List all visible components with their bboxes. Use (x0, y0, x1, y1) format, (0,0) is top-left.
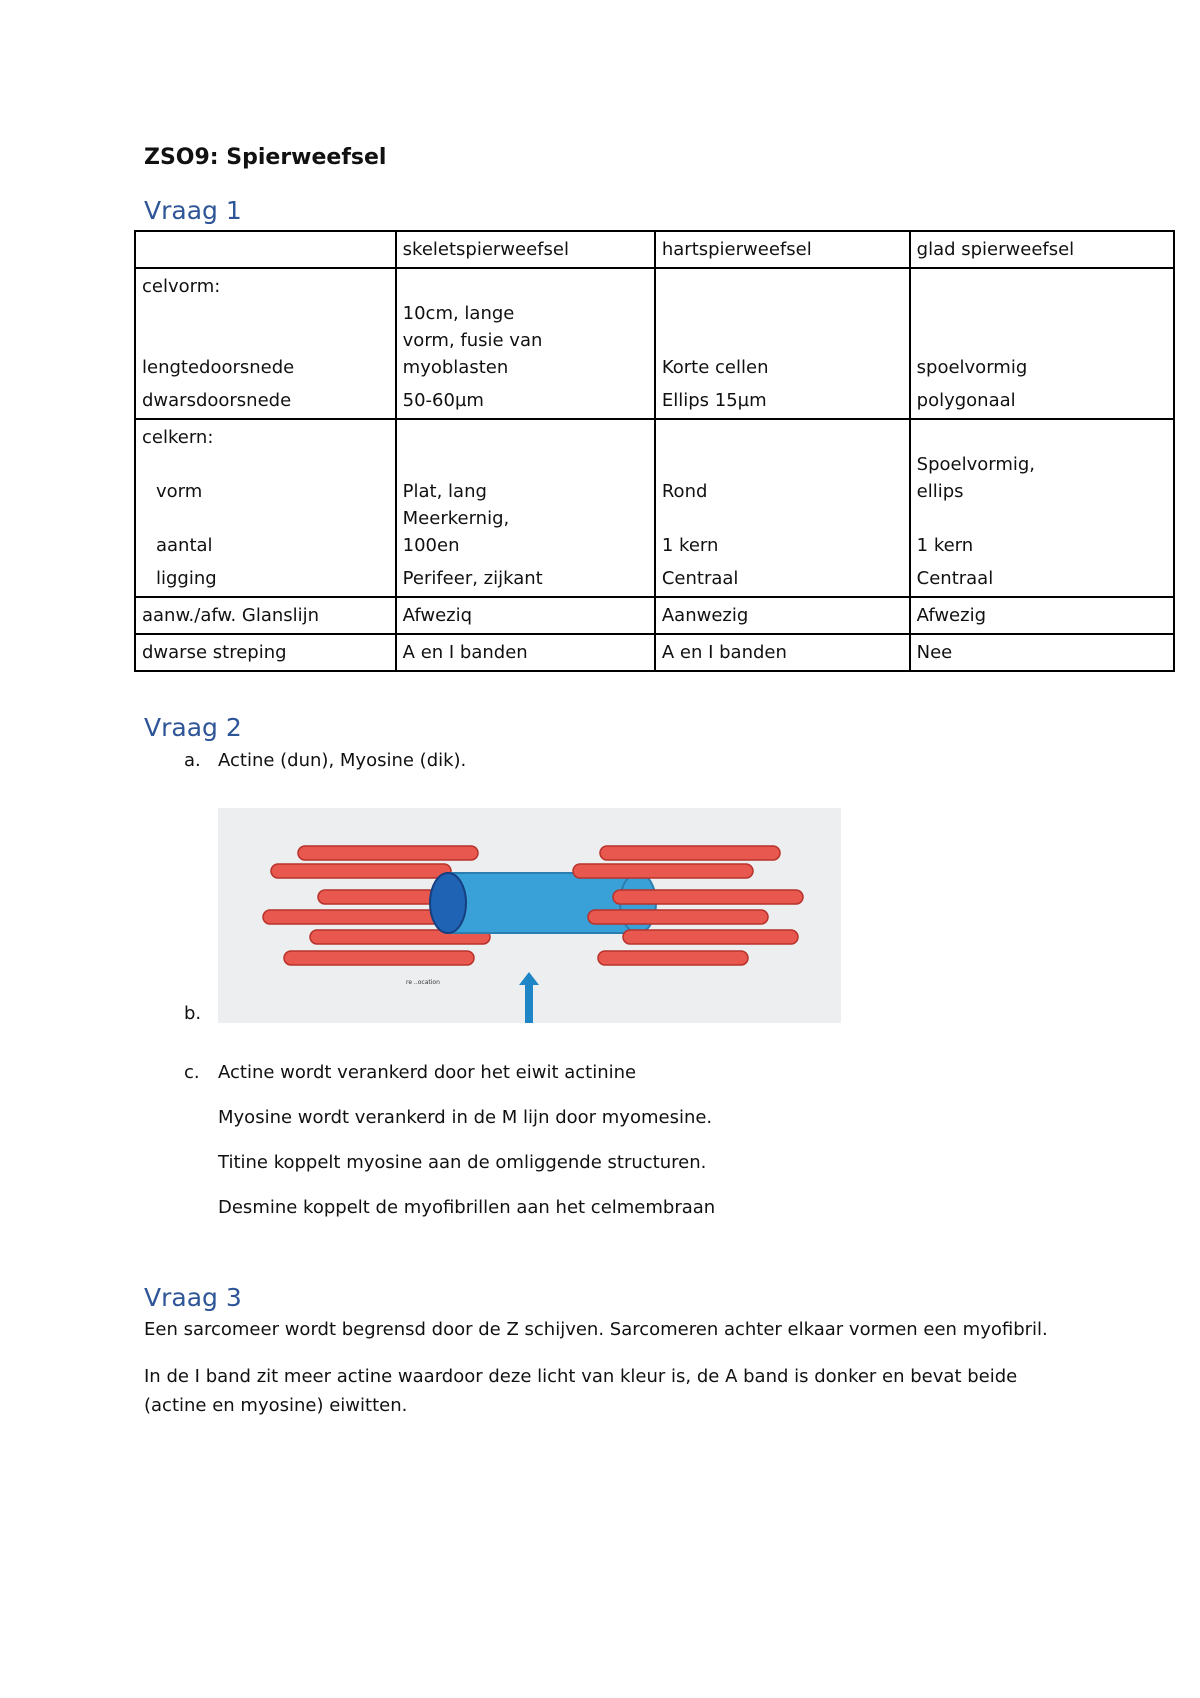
list-marker-c: c. (184, 1062, 200, 1083)
heading-vraag-1: Vraag 1 (144, 196, 242, 225)
cell-text: Meerkernig, (402, 508, 510, 529)
vraag-3-paragraph-2-line-2: (actine en myosine) eiwitten. (144, 1395, 408, 1416)
table-row-celkern (135, 419, 1174, 597)
list-marker-b: b. (184, 1003, 202, 1024)
aantal-label: aantal (156, 535, 213, 556)
cell-text: Perifeer, zijkant (402, 568, 543, 589)
cell-hart-glanslijn: Aanwezig (655, 597, 910, 634)
cell-text: 50-60µm (402, 390, 484, 411)
actin-filament (573, 864, 753, 878)
cell-text: Plat, lang (402, 481, 487, 502)
cell-skelet-glanslijn: Afweziq (396, 597, 655, 634)
cell-text: 10cm, lange (402, 303, 515, 324)
vraag-3-paragraph-1: Een sarcomeer wordt begrensd door de Z schijven. Sarcomeren achter elkaar vormen een myofibril. (144, 1319, 1048, 1340)
cell-text: vorm, fusie van (402, 330, 543, 351)
answer-c-line-2: Myosine wordt verankerd in de M lijn door myomesine. (218, 1107, 713, 1128)
actin-filament (271, 864, 451, 878)
dwarsdoorsnede-label: dwarsdoorsnede (142, 390, 292, 411)
cell-text: Korte cellen (661, 357, 769, 378)
table-row-glanslijn (135, 597, 1174, 634)
cell-skelet-celvorm (396, 268, 655, 419)
answer-c-line-3: Titine koppelt myosine aan de omliggende structuren. (218, 1152, 707, 1173)
sarcomere-diagram (218, 808, 841, 1023)
actin-filament (600, 846, 780, 860)
table-header-row (135, 231, 1174, 268)
cell-text: 100en (402, 535, 460, 556)
header-skeletspierweefsel: skeletspierweefsel (396, 231, 655, 268)
answer-a-text: Actine (dun), Myosine (dik). (218, 750, 467, 771)
celvorm-label: celvorm: (142, 276, 221, 297)
row-label-glanslijn: aanw./afw. Glanslijn (135, 597, 396, 634)
cell-text: 1 kern (661, 535, 719, 556)
list-marker-a: a. (184, 750, 201, 771)
cell-glad-streping: Nee (910, 634, 1174, 671)
cell-text: ellips (916, 481, 964, 502)
cell-text: Spoelvormig, (916, 454, 1036, 475)
answer-c-line-4: Desmine koppelt de myofibrillen aan het celmembraan (218, 1197, 716, 1218)
cell-text: Ellips 15µm (661, 390, 767, 411)
ligging-label: ligging (156, 568, 217, 589)
heading-vraag-2: Vraag 2 (144, 713, 242, 742)
row-label-celvorm (135, 268, 396, 419)
cell-glad-celkern (910, 419, 1174, 597)
comparison-table (134, 230, 1175, 672)
heading-vraag-3: Vraag 3 (144, 1283, 242, 1312)
header-glad-spierweefsel: glad spierweefsel (910, 231, 1174, 268)
cell-glad-glanslijn: Afwezig (910, 597, 1174, 634)
cell-text: 1 kern (916, 535, 974, 556)
cell-hart-celvorm (655, 268, 910, 419)
cell-text: Rond (661, 481, 708, 502)
answer-c-line-1: Actine wordt verankerd door het eiwit actinine (218, 1062, 637, 1083)
actin-filament (623, 930, 798, 944)
cell-text: myoblasten (402, 357, 509, 378)
cell-hart-celkern (655, 419, 910, 597)
cell-text: polygonaal (916, 390, 1016, 411)
cell-hart-streping: A en I banden (655, 634, 910, 671)
row-label-streping: dwarse streping (135, 634, 396, 671)
table-row-streping (135, 634, 1174, 671)
cell-skelet-celkern (396, 419, 655, 597)
cell-glad-celvorm (910, 268, 1174, 419)
actin-filament (613, 890, 803, 904)
lengtedoorsnede-label: lengtedoorsnede (142, 357, 295, 378)
row-label-celkern (135, 419, 396, 597)
page-title: ZSO9: Spierweefsel (144, 145, 387, 170)
header-hartspierweefsel: hartspierweefsel (655, 231, 910, 268)
cell-text: Centraal (661, 568, 739, 589)
cell-text: spoelvormig (916, 357, 1028, 378)
vorm-label: vorm (156, 481, 203, 502)
actin-filament (598, 951, 748, 965)
cell-text: Centraal (916, 568, 994, 589)
header-cell-empty (135, 231, 396, 268)
cell-skelet-streping: A en I banden (396, 634, 655, 671)
table-row-celvorm (135, 268, 1174, 419)
actin-filament (298, 846, 478, 860)
diagram-caption: re ..ocation (406, 979, 440, 986)
actin-filament (588, 910, 768, 924)
vraag-3-paragraph-2-line-1: In de I band zit meer actine waardoor deze licht van kleur is, de A band is donker en bevat beide (144, 1366, 1018, 1387)
celkern-label: celkern: (142, 427, 214, 448)
actin-filament (284, 951, 474, 965)
